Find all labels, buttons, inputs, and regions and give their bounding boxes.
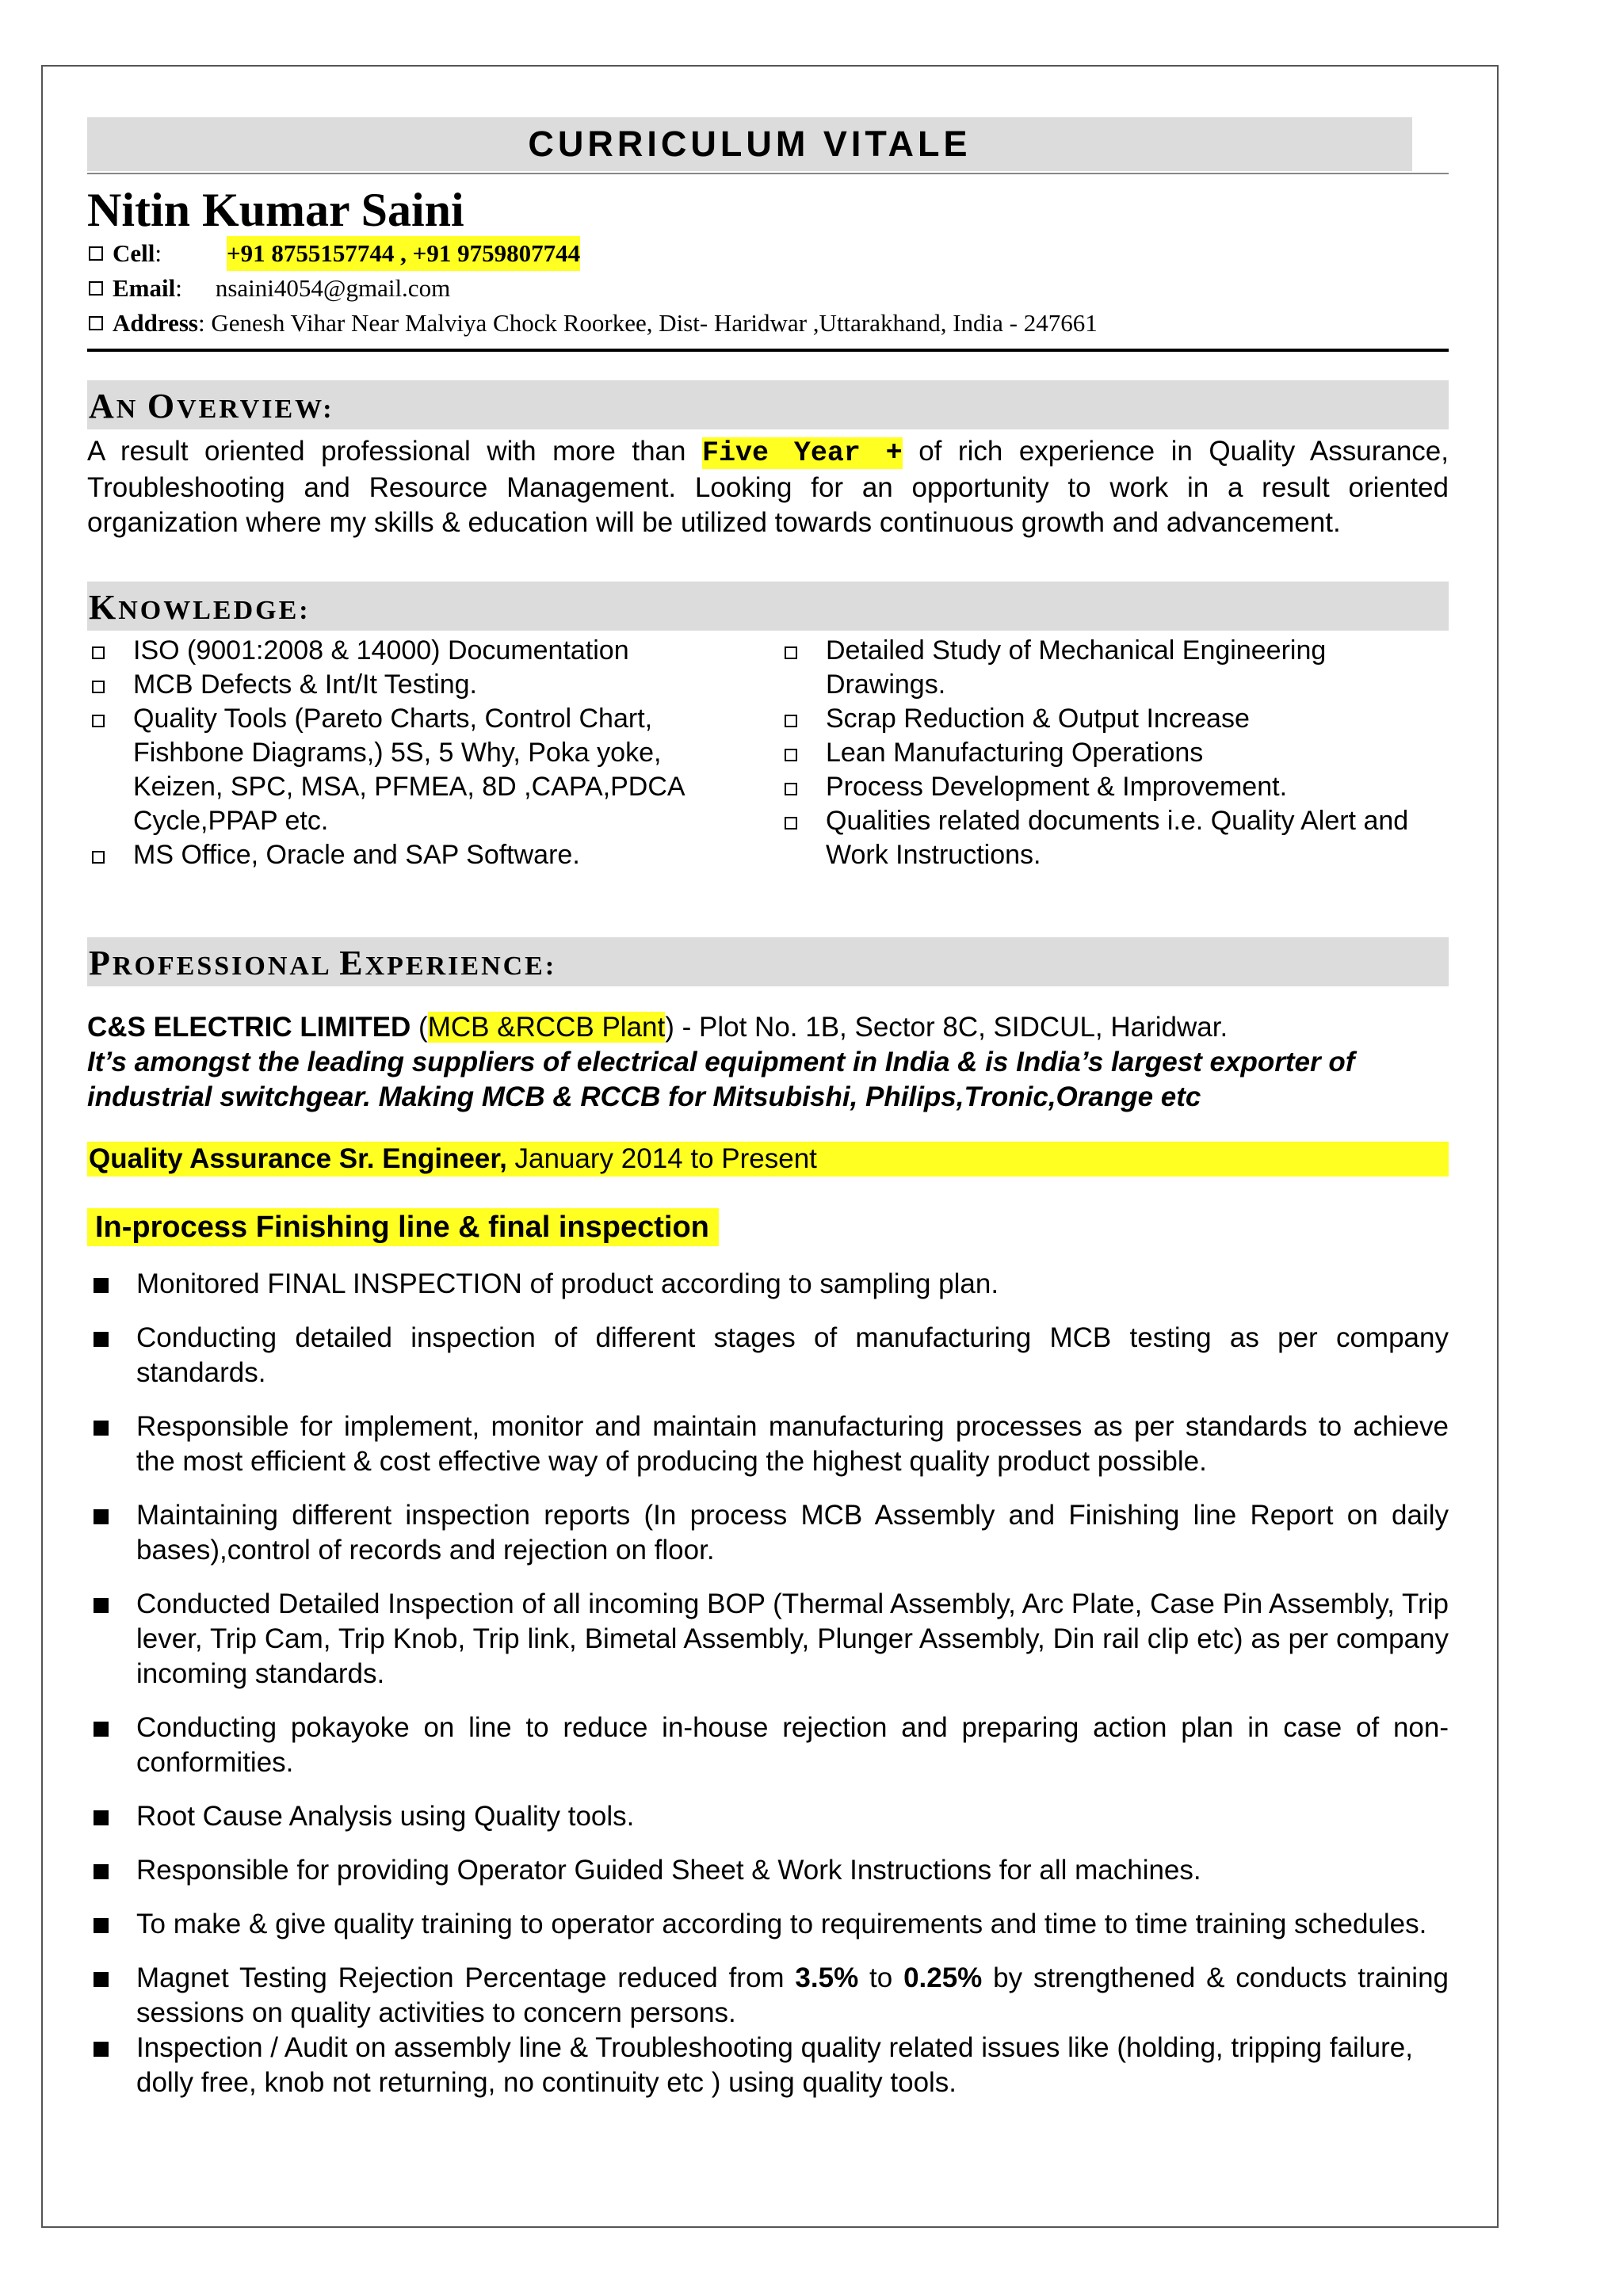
- responsibility-subheading: In-process Finishing line & final inspection: [87, 1208, 719, 1246]
- experience-heading: PROFESSIONAL EXPERIENCE:: [87, 937, 1449, 986]
- list-item: ISO (9001:2008 & 14000) Documentation: [87, 634, 756, 668]
- cell-label: Cell: [113, 239, 155, 267]
- square-bullet-icon: [94, 1722, 109, 1737]
- list-item: Conducted Detailed Inspection of all incoming BOP (Thermal Assembly, Arc Plate, Case Pin Assembly, Trip lever, Trip Cam, Trip Knob, Trip link, Bimetal Assembly, Plunger Assembly, Din rail clip etc) as per company incoming standards.: [87, 1587, 1449, 1691]
- role-period: January 2014 to Present: [506, 1143, 817, 1174]
- email-value: nsaini4054@gmail.com: [215, 274, 451, 302]
- list-item: Lean Manufacturing Operations: [780, 736, 1449, 770]
- cell-value: +91 8755157744 , +91 9759807744: [227, 236, 580, 271]
- checkbox-bullet-icon: [92, 646, 105, 659]
- square-bullet-icon: [94, 1421, 109, 1436]
- square-bullet-icon: [94, 1509, 109, 1524]
- checkbox-bullet-icon: [92, 681, 105, 693]
- address-value: Genesh Vihar Near Malviya Chock Roorkee, Dist- Haridwar ,Uttarakhand, India - 247661: [211, 309, 1098, 337]
- checkbox-bullet-icon: [785, 749, 797, 761]
- list-item: Process Development & Improvement.: [780, 770, 1449, 804]
- company-line: C&S ELECTRIC LIMITED (MCB &RCCB Plant) - Plot No. 1B, Sector 8C, SIDCUL, Haridwar.: [87, 1012, 1228, 1043]
- list-item: Maintaining different inspection reports (In process MCB Assembly and Finishing line Report on daily bases),control of records and rejection on floor.: [87, 1498, 1449, 1568]
- knowledge-heading: KNOWLEDGE:: [87, 582, 1449, 631]
- email-label: Email: [113, 274, 176, 302]
- plant-name: MCB &RCCB Plant: [427, 1012, 666, 1043]
- square-bullet-icon: [94, 1864, 109, 1879]
- list-item: Responsible for implement, monitor and maintain manufacturing processes as per standards to achieve the most efficient & cost effective way of producing the highest quality product possible.: [87, 1409, 1449, 1479]
- square-bullet-icon: [94, 1332, 109, 1347]
- list-item: MCB Defects & Int/It Testing.: [87, 668, 756, 702]
- square-bullet-icon: [94, 1972, 109, 1987]
- square-bullet-icon: [94, 1810, 109, 1825]
- company-description: It’s amongst the leading suppliers of electrical equipment in India & is India’s largest exporter of industrial switchgear. Making MCB & RCCB for Mitsubishi, Philips,Tronic,Orange etc: [87, 1047, 1355, 1112]
- square-bullet-icon: [94, 1918, 109, 1933]
- list-item: Quality Tools (Pareto Charts, Control Chart, Fishbone Diagrams,) 5S, 5 Why, Poka yoke, Keizen, SPC, MSA, PFMEA, 8D ,CAPA,PDCA Cycle,PPAP etc.: [87, 702, 756, 838]
- candidate-name: Nitin Kumar Saini: [87, 184, 464, 236]
- address-label: Address: [113, 309, 198, 337]
- document-title: CURRICULUM VITALE: [528, 124, 972, 164]
- checkbox-bullet-icon: [92, 851, 105, 864]
- list-item: Qualities related documents i.e. Quality Alert and Work Instructions.: [780, 804, 1449, 872]
- resume-document: [87, 117, 1449, 2119]
- checkbox-bullet-icon: [785, 646, 797, 659]
- list-item: Detailed Study of Mechanical Engineering Drawings.: [780, 634, 1449, 702]
- list-item: Conducting pokayoke on line to reduce in-house rejection and preparing action plan in case of non-conformities.: [87, 1711, 1449, 1780]
- square-bullet-icon: [94, 2042, 109, 2057]
- list-item: To make & give quality training to operator according to requirements and time to time training schedules.: [87, 1907, 1449, 1942]
- checkbox-bullet-icon: [785, 715, 797, 727]
- list-item: Conducting detailed inspection of different stages of manufacturing MCB testing as per company standards.: [87, 1321, 1449, 1390]
- knowledge-left-column: [87, 634, 780, 872]
- square-bullet-icon: [94, 1278, 109, 1293]
- overview-text: A result oriented professional with more than Five Year + of rich experience in Quality Assurance, Troubleshooting and Resource Management. Looking for an opportunity to work in a result oriented organization where my skills & education will be utilized towards continuous growth and advancement.: [87, 436, 1449, 538]
- list-item: Monitored FINAL INSPECTION of product according to sampling plan.: [87, 1267, 1449, 1302]
- address-line: Address : Genesh Vihar Near Malviya Chock Roorkee, Dist- Haridwar ,Uttarakhand, India - 247661: [87, 306, 1449, 341]
- duty-list: [87, 1267, 1449, 2100]
- checkbox-bullet-icon: [785, 817, 797, 830]
- header-divider: [87, 349, 1449, 352]
- square-bullet-icon: [94, 1598, 109, 1613]
- knowledge-list: [87, 634, 1449, 872]
- list-item: MS Office, Oracle and SAP Software.: [87, 838, 756, 872]
- experience-years-highlight: Five Year +: [702, 437, 903, 469]
- role-title: Quality Assurance Sr. Engineer,: [89, 1143, 507, 1174]
- title-row: [87, 117, 1449, 174]
- list-item: Responsible for providing Operator Guided Sheet & Work Instructions for all machines.: [87, 1853, 1449, 1888]
- list-item: Root Cause Analysis using Quality tools.: [87, 1799, 1449, 1834]
- overview-heading: AN OVERVIEW:: [87, 380, 1449, 429]
- checkbox-bullet-icon: [92, 715, 105, 727]
- company-name: C&S ELECTRIC LIMITED: [87, 1012, 411, 1043]
- knowledge-right-column: [780, 634, 1449, 872]
- role-bar: [87, 1142, 1449, 1177]
- cell-line: Cell : +91 8755157744 , +91 9759807744: [87, 236, 1449, 271]
- list-item: Scrap Reduction & Output Increase: [780, 702, 1449, 736]
- list-item: Magnet Testing Rejection Percentage reduced from 3.5% to 0.25% by strengthened & conducts training sessions on quality activities to concern persons.: [87, 1961, 1449, 2031]
- checkbox-bullet-icon: [89, 246, 103, 261]
- email-line: Email : nsaini4054@gmail.com: [87, 271, 1449, 306]
- checkbox-bullet-icon: [89, 281, 103, 296]
- list-item: Inspection / Audit on assembly line & Troubleshooting quality related issues like (holding, tripping failure, dolly free, knob not returning, no continuity etc ) using quality tools.: [87, 2031, 1449, 2100]
- checkbox-bullet-icon: [785, 783, 797, 795]
- checkbox-bullet-icon: [89, 316, 103, 330]
